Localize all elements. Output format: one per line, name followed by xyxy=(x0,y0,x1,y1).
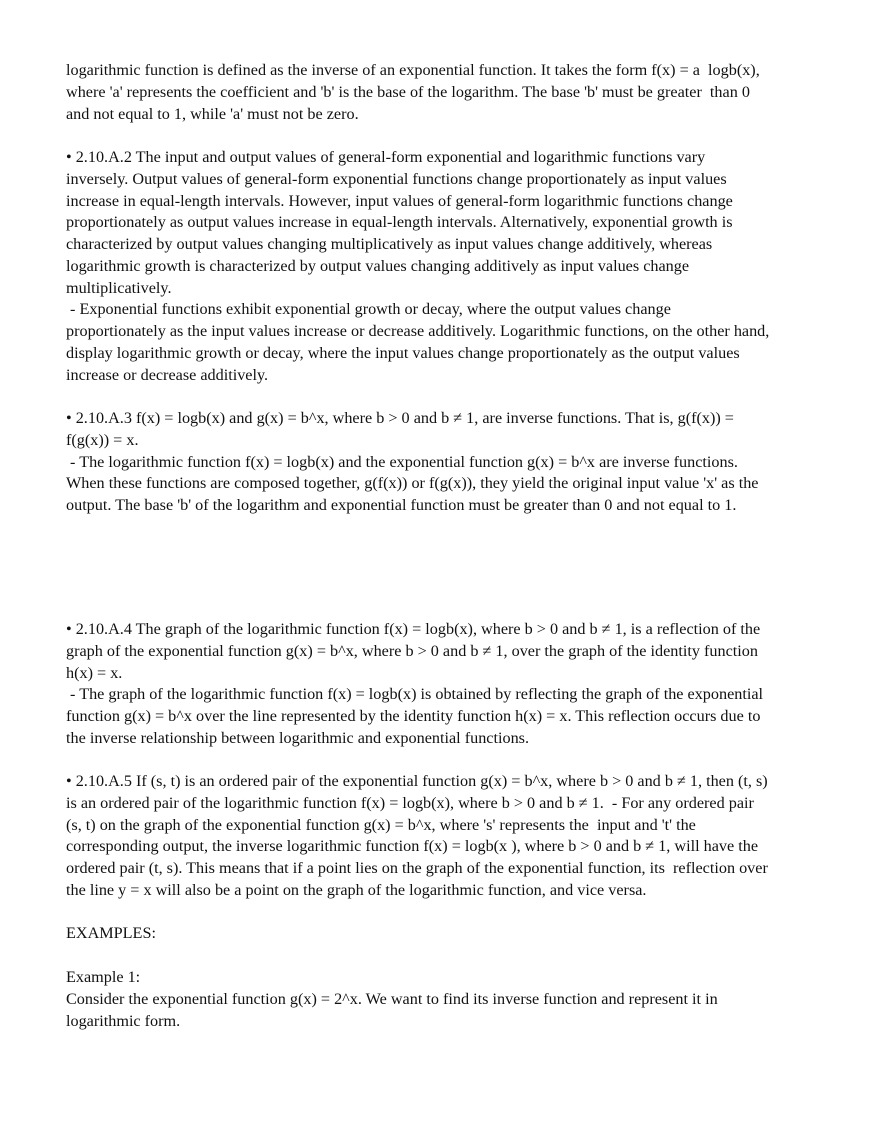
paragraph-a3 xyxy=(66,408,846,517)
text-line: the line y = x will also be a point on the graph of the logarithmic function, and vice versa. xyxy=(66,880,647,899)
text-line: - Exponential functions exhibit exponential growth or decay, where the output values change xyxy=(66,300,671,319)
text-line: proportionately as output values increase in equal-length intervals. Alternatively, exponential growth is xyxy=(66,213,733,232)
text-line: characterized by output values changing multiplicatively as input values change additively, whereas xyxy=(66,235,713,253)
text-line: graph of the exponential function g(x) = b^x, where b > 0 and b ≠ 1, over the graph of the identity function xyxy=(66,641,758,660)
paragraph-a5 xyxy=(66,771,846,902)
text-line: multiplicatively. xyxy=(66,278,172,297)
text-line: • 2.10.A.3 f(x) = logb(x) and g(x) = b^x, where b > 0 and b ≠ 1, are inverse functions. That is, g(f(x)) = xyxy=(66,409,734,427)
text-line: - The graph of the logarithmic function f(x) = logb(x) is obtained by reflecting the graph of the exponential xyxy=(66,685,764,704)
text-line: Consider the exponential function g(x) = 2^x. We want to find its inverse function and represent it in xyxy=(66,989,718,1008)
text-line: f(g(x)) = x. xyxy=(66,430,139,449)
text-line: Example 1: xyxy=(66,968,141,986)
text-line: - The logarithmic function f(x) = logb(x) and the exponential function g(x) = b^x are inverse functions. xyxy=(66,452,738,471)
text-line: proportionately as the input values increase or decrease additively. Logarithmic functions, on the other hand, xyxy=(66,322,770,340)
paragraph-intro xyxy=(66,60,846,125)
text-line: the inverse relationship between logarithmic and exponential functions. xyxy=(66,728,530,747)
text-line: increase in equal-length intervals. However, input values of general-form logarithmic functions change xyxy=(66,191,733,210)
text-line: where 'a' represents the coefficient and 'b' is the base of the logarithm. The base 'b' must be greater than 0 xyxy=(66,82,750,101)
text-line: and not equal to 1, while 'a' must not be zero. xyxy=(66,104,359,123)
paragraph-a4 xyxy=(66,619,846,750)
text-line: display logarithmic growth or decay, where the input values change proportionately as the output values xyxy=(66,343,740,362)
text-line: increase or decrease additively. xyxy=(66,365,269,384)
text-line: ordered pair (t, s). This means that if a point lies on the graph of the exponential function, its reflection over xyxy=(66,859,768,877)
text-line: logarithmic function is defined as the inverse of an exponential function. It takes the form f(x) = a logb(x), xyxy=(66,61,760,79)
text-line: • 2.10.A.4 The graph of the logarithmic function f(x) = logb(x), where b > 0 and b ≠ 1, is a reflection of the xyxy=(66,620,761,638)
text-line: function g(x) = b^x over the line represented by the identity function h(x) = x. This reflection occurs due to xyxy=(66,707,761,725)
paragraph-a2 xyxy=(66,147,846,386)
text-line: h(x) = x. xyxy=(66,663,123,682)
paragraph-examples xyxy=(66,923,846,945)
paragraph-example1 xyxy=(66,967,846,1032)
text-line: logarithmic growth is characterized by output values changing additively as input values change xyxy=(66,256,690,275)
text-line: is an ordered pair of the logarithmic function f(x) = logb(x), where b > 0 and b ≠ 1. - For any ordered pair xyxy=(66,793,754,812)
text-line: EXAMPLES: xyxy=(66,924,156,942)
text-line: • 2.10.A.2 The input and output values of general-form exponential and logarithmic functions vary xyxy=(66,148,706,166)
text-line: output. The base 'b' of the logarithm and exponential function must be greater than 0 and not equal to 1. xyxy=(66,496,737,514)
text-line: inversely. Output values of general-form exponential functions change proportionately as input values xyxy=(66,169,727,188)
text-line: (s, t) on the graph of the exponential function g(x) = b^x, where 's' represents the input and 't' the xyxy=(66,815,696,834)
text-line: When these functions are composed together, g(f(x)) or f(g(x)), they yield the original input value 'x' as the xyxy=(66,474,759,493)
text-line: • 2.10.A.5 If (s, t) is an ordered pair of the exponential function g(x) = b^x, where b > 0 and b ≠ 1, then (t, s) xyxy=(66,772,768,790)
text-line: logarithmic form. xyxy=(66,1011,181,1030)
text-line: corresponding output, the inverse logarithmic function f(x) = logb(x ), where b > 0 and b ≠ 1, will have the xyxy=(66,837,759,856)
